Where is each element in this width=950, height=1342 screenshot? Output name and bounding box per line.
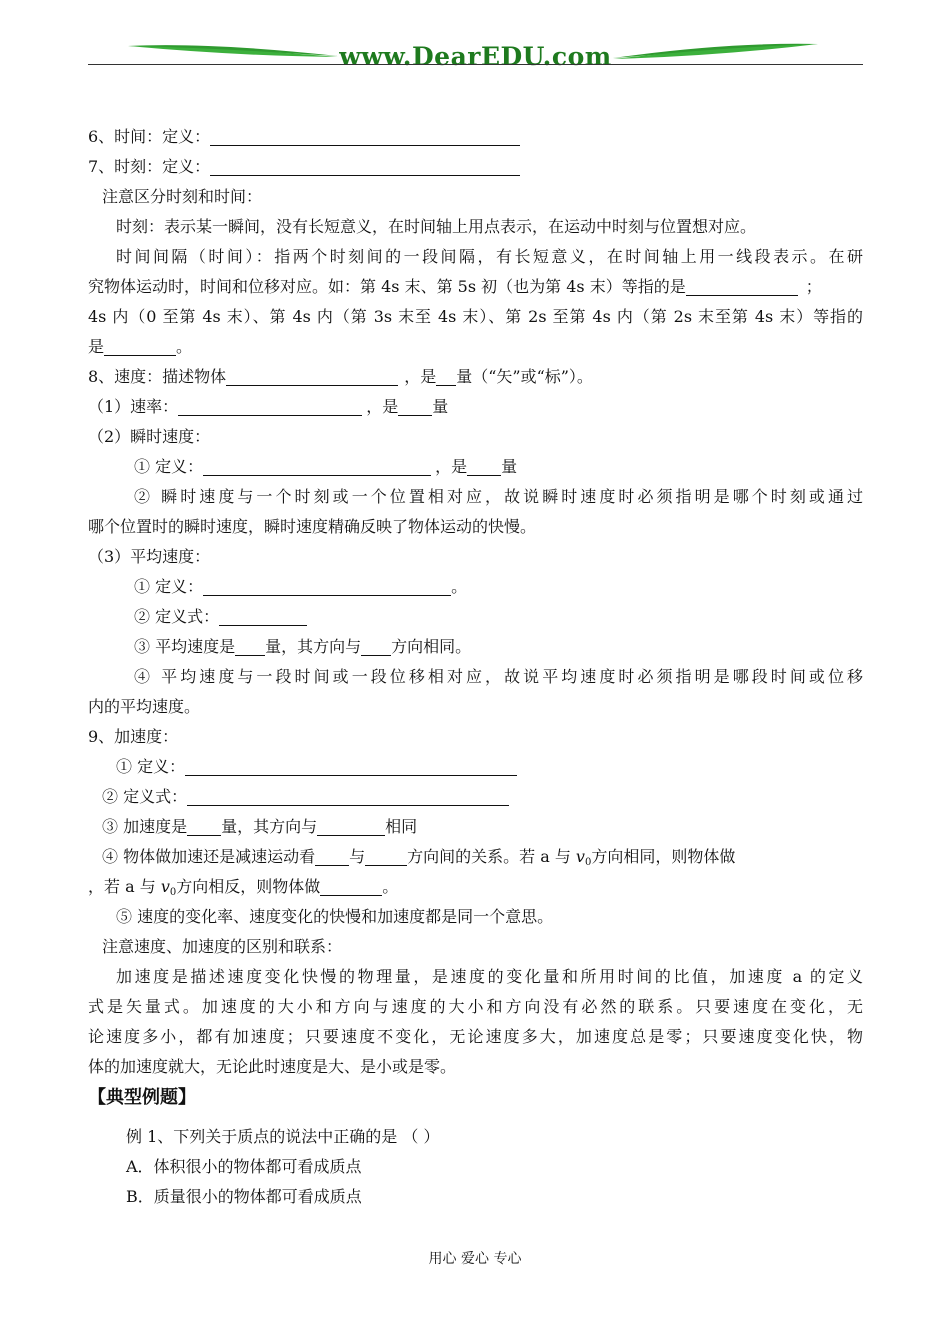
- blank: [317, 817, 385, 836]
- text: ；: [805, 277, 822, 296]
- paragraph-line: 4s 内（0 至第 4s 末）、第 4s 内（第 3s 末至 4s 末）、第 2s 至第 4s 内（第 2s 末至第 4s 末）等指的: [88, 307, 863, 326]
- line-time-def: [88, 122, 863, 152]
- paragraph-line: [88, 272, 863, 302]
- line-velocity: [88, 362, 863, 392]
- text: 7、时刻：定义：: [88, 157, 211, 176]
- text: 6、时间：定义：: [88, 127, 211, 146]
- text: 是: [88, 337, 105, 356]
- blank: [210, 157, 520, 176]
- blank: [467, 457, 501, 476]
- paragraph-line: 内的平均速度。: [88, 697, 201, 716]
- text: 相同: [385, 817, 418, 836]
- text: 0: [584, 857, 592, 868]
- text: ，是: [404, 367, 437, 386]
- text: 与: [349, 847, 366, 866]
- text: ③ 平均速度是: [134, 637, 236, 656]
- text: ，是: [366, 397, 399, 416]
- blank: [686, 277, 798, 296]
- blank: [361, 637, 391, 656]
- blank: [219, 607, 307, 626]
- line-instant-velocity: （2）瞬时速度：: [88, 427, 211, 446]
- line-moment-def: [88, 152, 863, 182]
- text: 方向相反，则物体做: [176, 877, 321, 896]
- text: 究物体运动时，时间和位移对应。如：第 4s 末、第 5s 初（也为第 4s 末）等指的是: [88, 277, 686, 296]
- document-body: [88, 122, 863, 1212]
- note-title: 注意速度、加速度的区别和联系：: [102, 937, 343, 956]
- line-accel-formula: [88, 782, 863, 812]
- paragraph-line: [88, 332, 863, 362]
- text: 8、速度：描述物体: [88, 367, 227, 386]
- paragraph-line: 哪个位置时的瞬时速度，瞬时速度精确反映了物体运动的快慢。: [88, 517, 537, 536]
- text: ① 定义：: [116, 757, 186, 776]
- line-accel-def: [88, 752, 863, 782]
- text: ① 定义：: [134, 577, 204, 596]
- line-instant-def: [88, 452, 863, 482]
- paragraph-line: 时间间隔（时间）：指两个时刻间的一段间隔，有长短意义，在时间轴上用一线段表示。在研: [116, 247, 863, 266]
- line-average-vector: [88, 632, 863, 662]
- text: v: [575, 847, 585, 866]
- text: ，若 a 与: [88, 877, 161, 896]
- line-acceleration: 9、加速度：: [88, 727, 179, 746]
- text: 。: [451, 577, 468, 596]
- blank: [226, 367, 398, 386]
- text: ② 定义式：: [102, 787, 188, 806]
- question-option-a: A．体积很小的物体都可看成质点: [126, 1157, 362, 1176]
- text: 。: [176, 337, 193, 356]
- paragraph-line: 时刻：表示某一瞬间，没有长短意义，在时间轴上用点表示，在运动中时刻与位置想对应。: [116, 217, 757, 236]
- line-average-formula: [88, 602, 863, 632]
- note-title: 注意区分时刻和时间：: [102, 187, 263, 206]
- header-site-name: www.DearEDU.com: [339, 42, 612, 71]
- text: 量（“矢”或“标”）。: [456, 367, 593, 386]
- blank: [203, 577, 451, 596]
- text: ，是: [435, 457, 468, 476]
- blank: [320, 877, 382, 896]
- text: 量: [432, 397, 449, 416]
- blank: [398, 397, 432, 416]
- text: 量: [501, 457, 518, 476]
- header-rule: [88, 64, 863, 65]
- blank: [315, 847, 349, 866]
- line-accel-direction: [88, 842, 863, 872]
- text: 方向间的关系。若 a 与: [407, 847, 576, 866]
- question-stem: 例 1、下列关于质点的说法中正确的是 （ ）: [126, 1127, 440, 1146]
- blank: [187, 787, 509, 806]
- text: v: [160, 877, 170, 896]
- text: 量，其方向与: [221, 817, 318, 836]
- paragraph-line: ② 瞬时速度与一个时刻或一个位置相对应，故说瞬时速度时必须指明是哪个时刻或通过: [134, 487, 863, 506]
- blank: [210, 127, 520, 146]
- blank: [436, 367, 456, 386]
- text: （1）速率：: [88, 397, 179, 416]
- blank: [235, 637, 265, 656]
- line-accel-vector: [88, 812, 863, 842]
- paragraph-line: ⑤ 速度的变化率、速度变化的快慢和加速度都是同一个意思。: [116, 907, 554, 926]
- blank: [104, 337, 176, 356]
- paragraph-line: 论速度多小，都有加速度；只要速度不变化，无论速度多大，加速度总是零；只要速度变化快，物: [88, 1027, 863, 1046]
- blank: [185, 757, 517, 776]
- text: ④ 物体做加速还是减速运动看: [102, 847, 316, 866]
- text: 方向相同，则物体做: [591, 847, 736, 866]
- section-heading: 【典型例题】: [88, 1087, 196, 1108]
- blank: [365, 847, 407, 866]
- paragraph-line: 加速度是描述速度变化快慢的物理量，是速度的变化量和所用时间的比值，加速度 a 的定义: [116, 967, 863, 986]
- question-option-b: B．质量很小的物体都可看成质点: [126, 1187, 362, 1206]
- text: ① 定义：: [134, 457, 204, 476]
- blank: [203, 457, 431, 476]
- paragraph-line: 式是矢量式。加速度的大小和方向与速度的大小和方向没有必然的联系。只要速度在变化，无: [88, 997, 863, 1016]
- line-average-velocity: （3）平均速度：: [88, 547, 211, 566]
- page-footer: 用心 爱心 专心: [428, 1251, 522, 1267]
- text: 0: [169, 887, 177, 898]
- line-average-def: [88, 572, 863, 602]
- text: ② 定义式：: [134, 607, 220, 626]
- line-speed: [88, 392, 863, 422]
- text: 。: [382, 877, 399, 896]
- paragraph-line: ④ 平均速度与一段时间或一段位移相对应，故说平均速度时必须指明是哪段时间或位移: [134, 667, 863, 686]
- line-accel-direction-cont: [88, 872, 863, 902]
- paragraph-line: 体的加速度就大，无论此时速度是大、是小或是零。: [88, 1057, 457, 1076]
- text: 方向相同。: [391, 637, 472, 656]
- blank: [178, 397, 362, 416]
- text: ③ 加速度是: [102, 817, 188, 836]
- blank: [187, 817, 221, 836]
- text: 量，其方向与: [265, 637, 362, 656]
